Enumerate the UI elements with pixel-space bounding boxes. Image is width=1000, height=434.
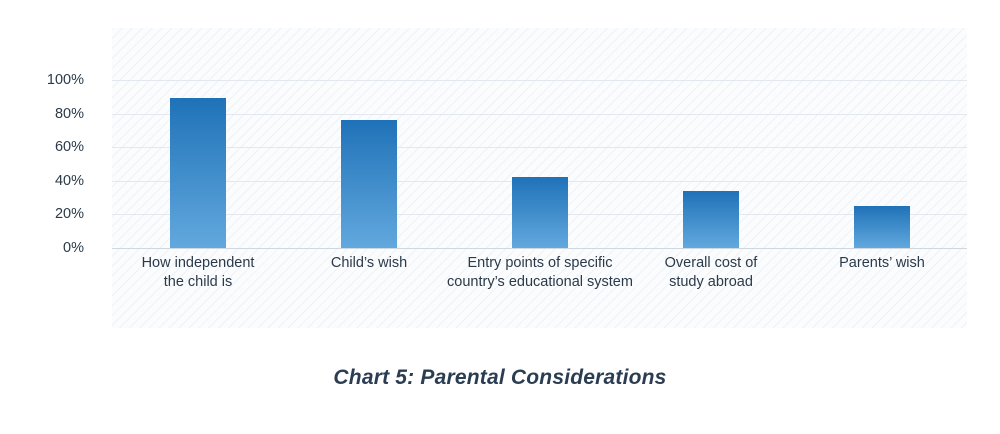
bar-parents-wish[interactable]	[854, 206, 910, 248]
chart-caption: Chart 5: Parental Considerations	[333, 366, 667, 389]
x-label-0-line-0: How independent	[141, 255, 255, 271]
x-label-0	[103, 254, 293, 292]
x-label-2-line-0: Entry points of specific	[467, 255, 613, 271]
y-tick-60: 60%	[54, 138, 84, 155]
x-label-3-line-1: study abroad	[669, 274, 753, 290]
bar-series	[112, 80, 967, 248]
y-tick-80: 80%	[54, 105, 84, 122]
bar-slot-0	[112, 80, 283, 248]
bar-overall-cost[interactable]	[683, 191, 739, 248]
bar-entry-points[interactable]	[512, 177, 568, 248]
x-label-3	[616, 254, 806, 292]
bar-slot-2	[454, 80, 625, 248]
x-label-3-line-0: Overall cost of	[664, 255, 758, 271]
y-tick-0: 0%	[63, 239, 84, 256]
y-tick-20: 20%	[54, 206, 84, 223]
x-label-2-line-1: country’s educational system	[447, 274, 633, 290]
x-axis-labels	[112, 254, 967, 314]
x-label-0-line-1: the child is	[163, 274, 233, 290]
x-label-1-line-0: Child’s wish	[330, 255, 408, 271]
bar-slot-3	[625, 80, 796, 248]
y-tick-100: 100%	[46, 71, 84, 88]
bar-slot-1	[283, 80, 454, 248]
x-axis-line	[112, 248, 967, 249]
bar-childs-wish[interactable]	[341, 120, 397, 248]
x-label-2	[445, 254, 635, 292]
bar-how-independent-the-child-is[interactable]	[170, 98, 226, 248]
y-tick-40: 40%	[54, 172, 84, 189]
x-label-1	[274, 254, 464, 273]
x-label-4-line-0: Parents’ wish	[839, 255, 925, 271]
x-label-4	[787, 254, 977, 273]
bar-slot-4	[796, 80, 967, 248]
y-axis-labels	[22, 71, 84, 256]
